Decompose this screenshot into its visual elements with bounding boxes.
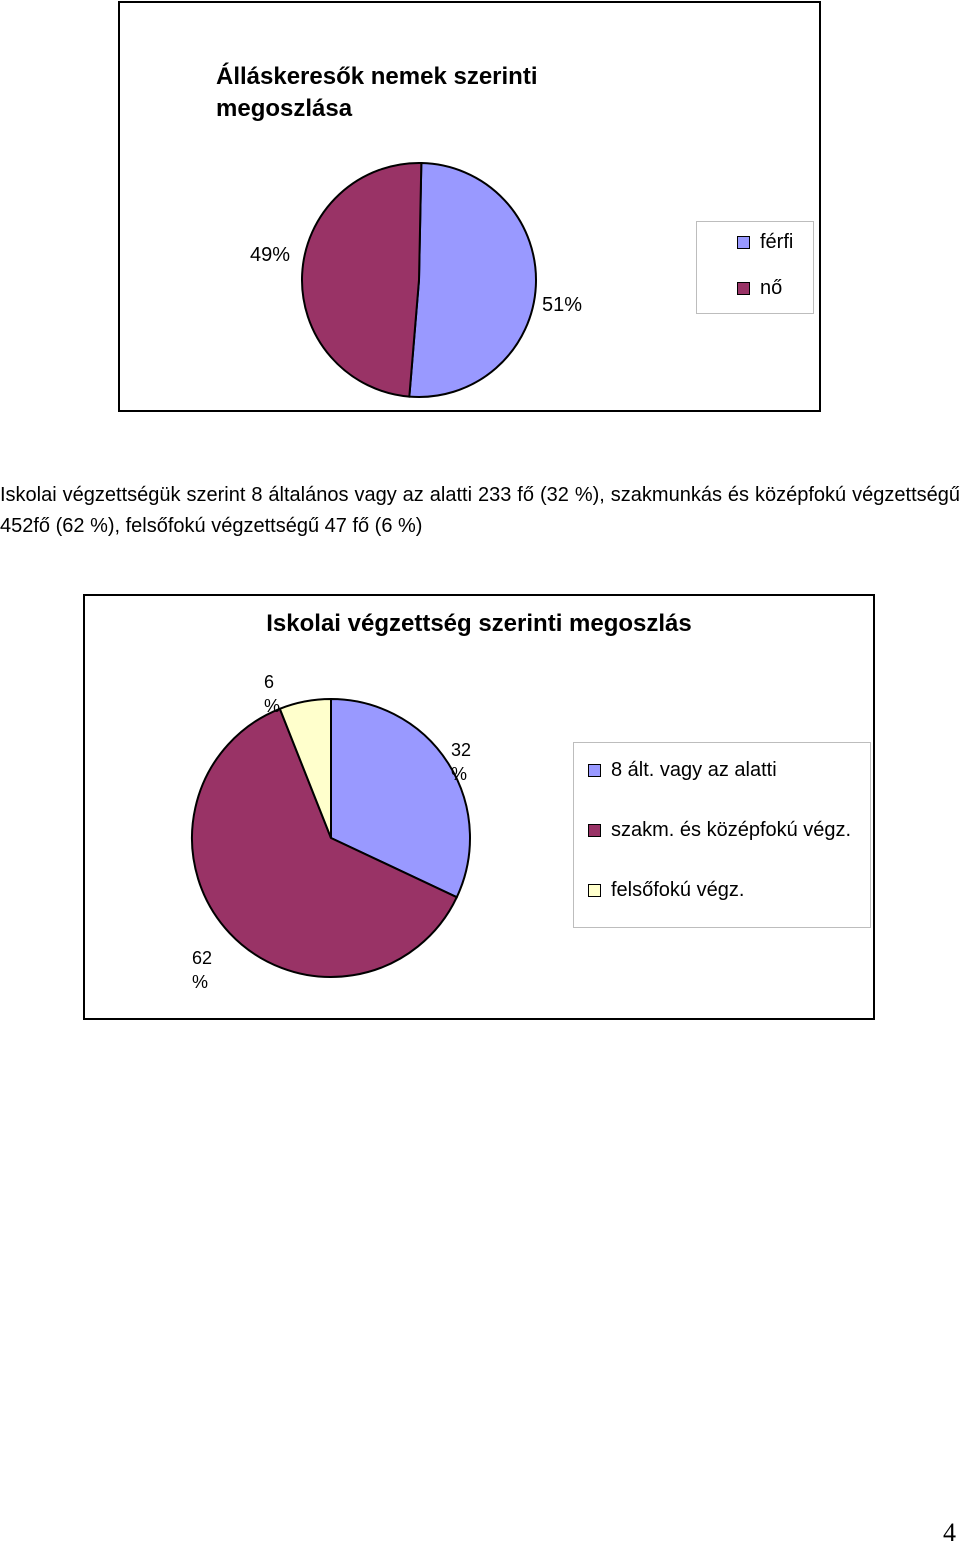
legend-item: [737, 231, 793, 254]
chart-title: Álláskeresők nemek szerinti megoszlása: [216, 63, 538, 122]
legend-swatch: [588, 884, 601, 897]
pie-slice: [302, 163, 421, 397]
legend: [573, 742, 871, 928]
legend-label: felsőfokú végz.: [611, 879, 745, 901]
legend-swatch: [737, 282, 750, 295]
legend-item: [588, 759, 777, 782]
legend-item: [588, 879, 744, 902]
legend-item: [588, 819, 851, 842]
chart-title: Iskolai végzettség szerinti megoszlás: [266, 610, 692, 637]
data-label-felsofoku: 6 %: [264, 672, 281, 716]
legend-item: [737, 277, 782, 300]
body-paragraph: Iskolai végzettségük szerint 8 általános vagy az alatti 233 fő (32 %), szakmunkás és középfokú végzettségű 452fő (62 %), felsőfokú végzettségű 47 fő (6 %): [0, 484, 960, 537]
legend-label: szakm. és középfokú végz.: [611, 819, 852, 841]
legend-label: nő: [760, 277, 783, 299]
data-label-8alt: 32 %: [451, 740, 472, 784]
legend-swatch: [588, 764, 601, 777]
data-label-szakm: 62 %: [192, 948, 213, 992]
legend-swatch: [588, 824, 601, 837]
page-number: 4: [943, 1518, 956, 1547]
gender-chart: [118, 1, 821, 412]
legend: [696, 221, 814, 314]
education-chart: [83, 594, 875, 1020]
data-label-no: 49%: [250, 244, 291, 266]
pie-chart: [302, 163, 538, 399]
legend-label: férfi: [760, 231, 794, 253]
pie-chart: [192, 699, 472, 979]
pie-slice: [409, 163, 536, 397]
legend-swatch: [737, 236, 750, 249]
data-label-ferfi: 51%: [542, 294, 583, 316]
legend-label: 8 ált. vagy az alatti: [611, 759, 777, 781]
